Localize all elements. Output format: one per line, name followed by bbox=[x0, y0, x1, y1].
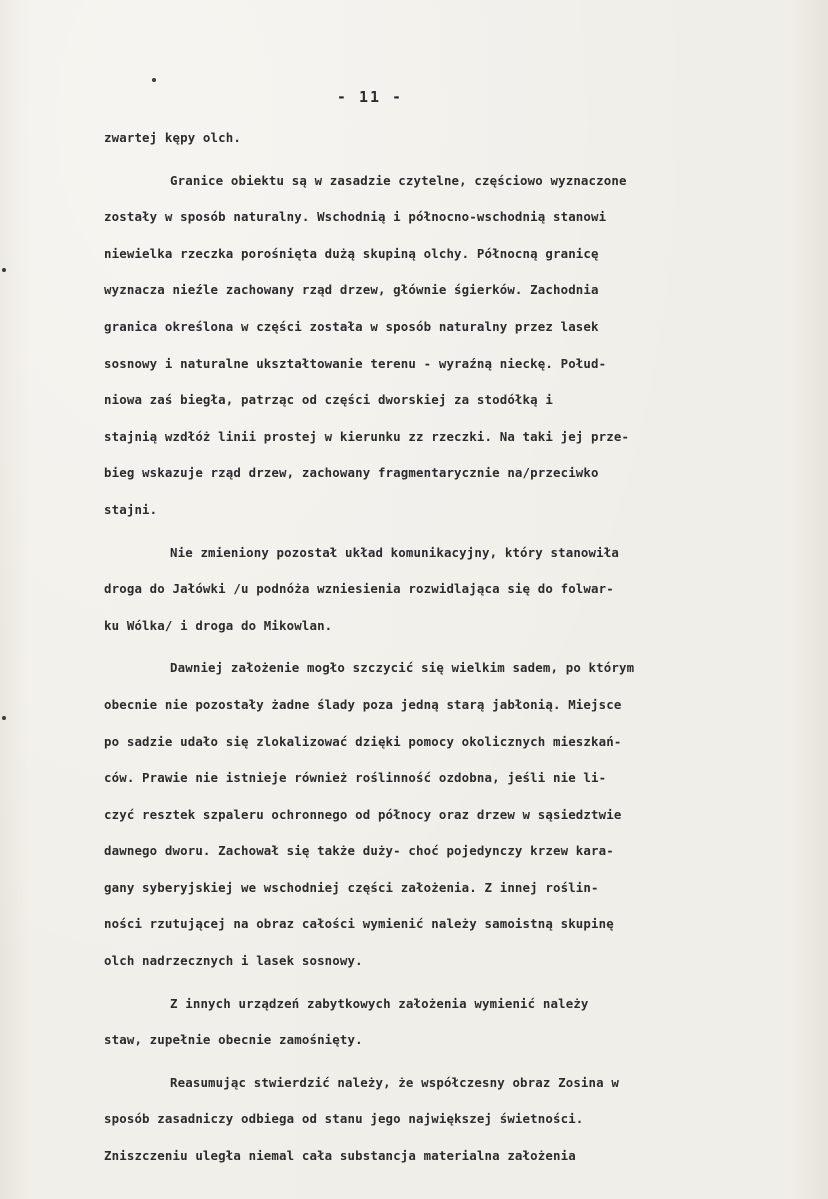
text-line: Dawniej założenie mogło szczycić się wielkim sadem, po którym bbox=[170, 660, 635, 676]
text-line: staw, zupełnie obecnie zamośnięty. bbox=[104, 1032, 363, 1048]
margin-mark bbox=[2, 716, 6, 720]
text-line: droga do Jałówki /u podnóża wzniesienia rozwidlająca się do folwar- bbox=[104, 581, 614, 597]
text-line: niowa zaś biegła, patrząc od części dworskiej za stodółką i bbox=[104, 392, 553, 408]
text-line: dawnego dworu. Zachował się także duży- choć pojedynczy krzew kara- bbox=[104, 843, 614, 859]
body-text bbox=[104, 120, 804, 1175]
text-line: czyć resztek szpaleru ochronnego od północy oraz drzew w sąsiedztwie bbox=[104, 806, 622, 822]
text-line: bieg wskazuje rząd drzew, zachowany fragmentarycznie na/przeciwko bbox=[104, 465, 599, 481]
text-line: stajnią wzdłóż linii prostej w kierunku zz rzeczki. Na taki jej prze- bbox=[104, 428, 630, 444]
text-line: gany syberyjskiej we wschodniej części założenia. Z innej roślin- bbox=[104, 879, 599, 895]
text-line: sposób zasadniczy odbiega od stanu jego największej świetności. bbox=[104, 1111, 584, 1127]
text-line: niewielka rzeczka porośnięta dużą skupiną olchy. Północną granicę bbox=[104, 245, 599, 261]
text-line: wyznacza nieźle zachowany rząd drzew, głównie śgierków. Zachodnia bbox=[104, 282, 599, 298]
text-line: granica określona w części została w sposób naturalny przez lasek bbox=[104, 318, 599, 334]
text-line: ców. Prawie nie istnieje również roślinność ozdobna, jeśli nie li- bbox=[104, 770, 607, 786]
text-line: zostały w sposób naturalny. Wschodnią i północno-wschodnią stanowi bbox=[104, 209, 607, 225]
text-line: ku Wólka/ i droga do Mikowlan. bbox=[104, 617, 333, 633]
text-line: Reasumując stwierdzić należy, że współczesny obraz Zosina w bbox=[170, 1074, 619, 1090]
text-line: zwartej kępy olch. bbox=[104, 130, 241, 145]
margin-mark bbox=[152, 78, 156, 82]
text-line: po sadzie udało się zlokalizować dzięki pomocy okolicznych mieszkań- bbox=[104, 733, 622, 749]
text-line: Zniszczeniu uległa niemal cała substancja materialna założenia bbox=[104, 1148, 576, 1164]
page-number: - 11 - bbox=[336, 88, 404, 106]
text-line: Nie zmieniony pozostał układ komunikacyjny, który stanowiła bbox=[170, 544, 619, 560]
margin-mark bbox=[2, 268, 6, 272]
text-line: Z innych urządzeń zabytkowych założenia wymienić należy bbox=[170, 995, 589, 1011]
text-line: obecnie nie pozostały żadne ślady poza jedną starą jabłonią. Miejsce bbox=[104, 696, 622, 712]
text-line: Granice obiektu są w zasadzie czytelne, częściowo wyznaczone bbox=[170, 172, 627, 188]
text-line: olch nadrzecznych i lasek sosnowy. bbox=[104, 953, 363, 969]
text-line: stajni. bbox=[104, 501, 158, 517]
text-line: sosnowy i naturalne ukształtowanie terenu - wyraźną nieckę. Połud- bbox=[104, 355, 607, 371]
text-line: ności rzutującej na obraz całości wymienić należy samoistną skupinę bbox=[104, 916, 614, 932]
